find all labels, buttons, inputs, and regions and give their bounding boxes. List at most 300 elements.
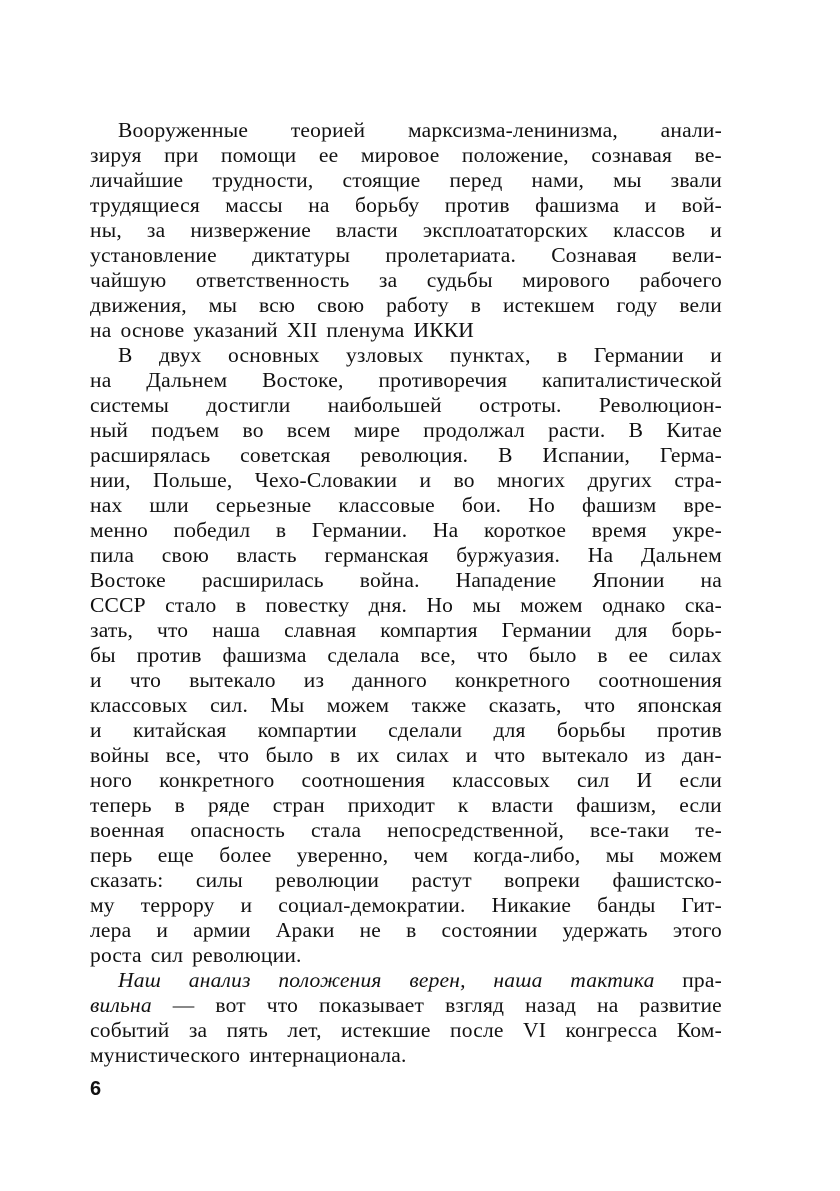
word: ве-: [694, 143, 722, 167]
word: военная: [90, 818, 165, 842]
word: мире: [353, 418, 401, 442]
text-line: [90, 143, 722, 168]
word: капиталистической: [542, 368, 722, 392]
word: ИККИ: [413, 318, 475, 342]
word: трудящиеся: [90, 193, 200, 217]
word: указаний: [193, 318, 278, 342]
text-line: [90, 693, 722, 718]
word: узловых: [345, 343, 424, 367]
word: Никакие: [491, 893, 572, 917]
word: Наш: [118, 968, 162, 992]
word: VI: [522, 1018, 547, 1042]
word: подъем: [151, 418, 220, 442]
word: ного: [90, 768, 133, 792]
word: и: [465, 743, 478, 767]
word: вели-: [672, 243, 722, 267]
word: В: [498, 443, 513, 467]
word: стран: [272, 793, 325, 817]
word: соотношения: [301, 768, 426, 792]
word: опасность: [190, 818, 286, 842]
word: движения,: [90, 293, 187, 317]
word: наибольшей: [327, 393, 442, 417]
word: было: [528, 643, 577, 667]
word: во: [453, 468, 475, 492]
word: тактика: [570, 968, 655, 992]
word: укре-: [672, 518, 722, 542]
word: Нападение: [455, 568, 557, 592]
word: Но: [426, 593, 454, 617]
word: против: [136, 643, 202, 667]
word: фашизм,: [576, 793, 657, 817]
page-number: 6: [90, 1078, 102, 1100]
word: перед: [449, 168, 503, 192]
word: На: [587, 543, 614, 567]
word: удержать: [562, 918, 648, 942]
word: повестку: [265, 593, 350, 617]
word: для: [493, 718, 526, 742]
word: непосредственной,: [387, 818, 565, 842]
word: ее: [318, 143, 339, 167]
word: В: [628, 418, 644, 442]
text-line: [90, 443, 722, 468]
word: системы: [90, 393, 169, 417]
word: при: [164, 143, 199, 167]
word: пролетариата.: [385, 243, 517, 267]
text-line: [90, 243, 722, 268]
word: Востоке,: [262, 368, 344, 392]
word: и: [710, 218, 722, 242]
word: растут: [411, 868, 472, 892]
text-line: [90, 643, 722, 668]
word: банды: [597, 893, 656, 917]
word: победил: [173, 518, 251, 542]
text-line: [90, 293, 722, 318]
word: из: [644, 743, 666, 767]
word: Дальнем: [146, 368, 228, 392]
word: на: [308, 193, 330, 217]
word: силы: [195, 868, 243, 892]
word: и: [90, 668, 102, 692]
word: мирового: [522, 268, 611, 292]
text-line: [90, 1043, 722, 1068]
word: Востоке: [90, 568, 166, 592]
word: и: [240, 893, 253, 917]
word: положения: [278, 968, 382, 992]
word: достигли: [206, 393, 291, 417]
word: расти.: [548, 418, 606, 442]
text-line: [90, 593, 722, 618]
word: расширилась: [201, 568, 324, 592]
word: классовых: [452, 768, 550, 792]
word: трудности,: [212, 168, 314, 192]
word: фашизма: [535, 193, 620, 217]
word: показывает: [318, 993, 425, 1017]
word: сознавая: [591, 143, 673, 167]
word: за: [146, 218, 166, 242]
word: двух: [158, 343, 202, 367]
word: конкретного: [455, 668, 571, 692]
word: бы: [90, 643, 116, 667]
text-line: [90, 218, 722, 243]
word: стала: [311, 818, 362, 842]
word: когда-либо,: [473, 843, 581, 867]
word: все,: [165, 743, 202, 767]
word: стра-: [674, 468, 722, 492]
word: XII: [286, 318, 318, 342]
word: вот: [215, 993, 246, 1017]
word: пила: [90, 543, 135, 567]
word: вели: [679, 293, 722, 317]
word: китайская: [132, 718, 227, 742]
word: диктатуры: [252, 243, 351, 267]
word: вытекало: [189, 668, 276, 692]
word: вой-: [681, 193, 722, 217]
word: мировое: [360, 143, 440, 167]
word: борьбу: [355, 193, 420, 217]
word: ответственность: [195, 268, 350, 292]
word: короткое: [483, 518, 567, 542]
word: всю: [258, 293, 296, 317]
word: положение,: [461, 143, 569, 167]
word: марксизма-ленинизма,: [407, 118, 618, 142]
word: анализ: [188, 968, 251, 992]
word: более: [219, 843, 272, 867]
word: соотношения: [598, 668, 722, 692]
word: сказать,: [488, 693, 562, 717]
word: на: [90, 318, 112, 342]
word: верен,: [409, 968, 466, 992]
word: если: [679, 793, 722, 817]
word: в: [470, 293, 482, 317]
word: было: [265, 743, 314, 767]
text-line: [90, 1018, 722, 1043]
word: во: [242, 418, 264, 442]
word: фашизма: [222, 643, 307, 667]
word: можем: [659, 843, 722, 867]
word: году: [616, 293, 658, 317]
word: пра-: [682, 968, 722, 992]
text-line: [90, 718, 722, 743]
word: всем: [286, 418, 331, 442]
word: и: [156, 918, 169, 942]
word: война.: [359, 568, 420, 592]
word: сделали: [388, 718, 463, 742]
word: В: [118, 343, 133, 367]
word: Революцион-: [598, 393, 722, 417]
word: Японии: [592, 568, 665, 592]
word: Араки: [275, 918, 335, 942]
word: массы: [225, 193, 283, 217]
word: стоящие: [342, 168, 421, 192]
word: судьбы: [426, 268, 493, 292]
word: наша: [212, 618, 261, 642]
word: против: [444, 193, 510, 217]
word: вопреки: [504, 868, 581, 892]
word: в: [597, 643, 608, 667]
word: многих: [497, 468, 566, 492]
text-line: [90, 768, 722, 793]
text-line: [90, 393, 722, 418]
word: власти: [491, 793, 554, 817]
word: эксплоататорских: [422, 218, 589, 242]
word: что: [476, 643, 509, 667]
word: СССР: [90, 593, 146, 617]
word: и: [644, 193, 657, 217]
word: силах: [396, 743, 450, 767]
word: На: [432, 518, 459, 542]
word: лет,: [287, 1018, 322, 1042]
word: на: [90, 368, 112, 392]
word: к: [457, 793, 469, 817]
word: в: [329, 743, 341, 767]
word: этого: [672, 918, 722, 942]
word: нах: [90, 493, 123, 517]
word: Германии: [501, 618, 592, 642]
word: установление: [90, 243, 217, 267]
word: ее: [628, 643, 649, 667]
word: славная: [284, 618, 357, 642]
word: революции.: [192, 943, 302, 967]
word: еще: [157, 843, 194, 867]
word: Но: [528, 493, 555, 517]
word: можем: [520, 593, 583, 617]
word: силах: [668, 643, 722, 667]
word: взгляд: [445, 993, 505, 1017]
word: серьезные: [215, 493, 312, 517]
word: те-: [695, 818, 722, 842]
word: свою: [317, 293, 365, 317]
word: за: [188, 1018, 208, 1042]
word: событий: [90, 1018, 170, 1042]
word: назад: [525, 993, 577, 1017]
word: нами,: [531, 168, 585, 192]
word: мы: [613, 168, 642, 192]
word: для: [615, 618, 648, 642]
word: вытекало: [541, 743, 629, 767]
word: их: [356, 743, 380, 767]
word: Ком-: [676, 1018, 722, 1042]
word: буржуазия.: [456, 543, 561, 567]
word: анали-: [660, 118, 722, 142]
text-line: [90, 368, 722, 393]
word: работу: [386, 293, 449, 317]
word: расширялась: [90, 443, 211, 467]
text-line: [90, 943, 722, 968]
word: и: [710, 343, 722, 367]
word: менно: [90, 518, 148, 542]
text-line: [90, 843, 722, 868]
word: на: [597, 993, 619, 1017]
text-line: [90, 543, 722, 568]
word: сил: [150, 943, 184, 967]
text-line: [90, 618, 722, 643]
word: войны: [90, 743, 150, 767]
text-line: [90, 918, 722, 943]
word: му: [90, 893, 115, 917]
word: нии,: [90, 468, 131, 492]
word: противоречия: [378, 368, 508, 392]
word: шли: [149, 493, 189, 517]
word: если: [679, 768, 722, 792]
word: стало: [165, 593, 217, 617]
text-line: [90, 793, 722, 818]
word: фашистско-: [612, 868, 722, 892]
text-line: [90, 343, 722, 368]
word: революции: [275, 868, 380, 892]
text-line: [90, 868, 722, 893]
text-line: [90, 318, 722, 343]
word: теорией: [290, 118, 366, 142]
text-line: [90, 268, 722, 293]
text-line: [90, 968, 722, 993]
text-line: [90, 743, 722, 768]
word: свою: [161, 543, 209, 567]
word: пунктах,: [449, 343, 531, 367]
text-line: [90, 668, 722, 693]
word: японская: [637, 693, 722, 717]
word: сил: [577, 768, 610, 792]
word: остроты.: [479, 393, 562, 417]
word: революция.: [360, 443, 469, 467]
word: бои.: [461, 493, 502, 517]
body-text: [90, 118, 722, 1068]
word: И: [636, 768, 653, 792]
text-line: [90, 168, 722, 193]
word: компартия: [380, 618, 478, 642]
word: истекшие: [341, 1018, 431, 1042]
word: социал-демократии.: [278, 893, 466, 917]
word: сил.: [210, 693, 249, 717]
word: вильна: [90, 993, 152, 1017]
word: можем: [326, 693, 390, 717]
word: Германии.: [311, 518, 408, 542]
word: власть: [236, 543, 297, 567]
word: все,: [420, 643, 456, 667]
word: однако: [602, 593, 666, 617]
text-line: [90, 418, 722, 443]
word: развитие: [639, 993, 722, 1017]
word: рабочего: [639, 268, 722, 292]
text-line: [90, 518, 722, 543]
word: Испании,: [542, 443, 631, 467]
word: звали: [670, 168, 722, 192]
word: основе: [120, 318, 185, 342]
word: что: [494, 743, 526, 767]
word: на: [700, 568, 722, 592]
word: ны,: [90, 218, 122, 242]
word: террору: [140, 893, 215, 917]
text-line: [90, 993, 722, 1018]
word: конкретного: [159, 768, 275, 792]
word: уверенно,: [296, 843, 389, 867]
word: армии: [193, 918, 251, 942]
word: за: [378, 268, 398, 292]
word: Чехо-Словакии: [254, 468, 398, 492]
word: Герма-: [659, 443, 722, 467]
word: не: [359, 918, 382, 942]
word: Китае: [666, 418, 722, 442]
word: в: [406, 918, 417, 942]
word: пять: [226, 1018, 269, 1042]
word: в: [235, 593, 247, 617]
word: перь: [90, 843, 133, 867]
word: зируя: [90, 143, 142, 167]
word: чем: [413, 843, 449, 867]
word: что: [217, 743, 250, 767]
text-line: [90, 818, 722, 843]
word: Вооруженные: [118, 118, 249, 142]
text-line: [90, 568, 722, 593]
word: помощи: [220, 143, 297, 167]
word: в: [557, 343, 568, 367]
word: компартии: [257, 718, 357, 742]
word: основных: [228, 343, 320, 367]
word: сделала: [327, 643, 400, 667]
word: и: [419, 468, 432, 492]
word: интернационала.: [249, 1043, 407, 1067]
word: борьбы: [556, 718, 626, 742]
word: мы: [605, 843, 635, 867]
word: лера: [90, 918, 132, 942]
word: мы: [208, 293, 238, 317]
word: наша: [493, 968, 543, 992]
word: вре-: [683, 493, 722, 517]
word: пленума: [326, 318, 405, 342]
word: борь-: [671, 618, 722, 642]
word: что: [156, 618, 189, 642]
word: в: [275, 518, 287, 542]
word: приходит: [347, 793, 435, 817]
word: против: [656, 718, 722, 742]
word: теперь: [90, 793, 152, 817]
word: Польше,: [153, 468, 233, 492]
text-line: [90, 118, 722, 143]
text-line: [90, 193, 722, 218]
word: других: [587, 468, 652, 492]
word: Германии: [593, 343, 684, 367]
word: состоянии: [441, 918, 538, 942]
word: сказать:: [90, 868, 164, 892]
word: дня.: [368, 593, 408, 617]
word: низвержение: [190, 218, 312, 242]
word: в: [174, 793, 186, 817]
word: личайшие: [90, 168, 184, 192]
word: время: [591, 518, 647, 542]
word: также: [411, 693, 467, 717]
word: зать,: [90, 618, 134, 642]
word: Мы: [270, 693, 305, 717]
word: Сознавая: [551, 243, 637, 267]
text-line: [90, 468, 722, 493]
word: после: [450, 1018, 504, 1042]
word: продолжал: [423, 418, 525, 442]
word: что: [266, 993, 299, 1017]
text-line: [90, 893, 722, 918]
word: что: [583, 693, 616, 717]
word: данного: [352, 668, 427, 692]
word: мунистического: [90, 1043, 241, 1067]
word: роста: [90, 943, 142, 967]
word: Дальнем: [640, 543, 722, 567]
word: —: [172, 993, 195, 1017]
word: фашизм: [581, 493, 657, 517]
word: ска-: [684, 593, 722, 617]
word: германская: [324, 543, 429, 567]
word: ный: [90, 418, 129, 442]
word: из: [303, 668, 325, 692]
word: и: [90, 718, 102, 742]
word: власти: [336, 218, 398, 242]
